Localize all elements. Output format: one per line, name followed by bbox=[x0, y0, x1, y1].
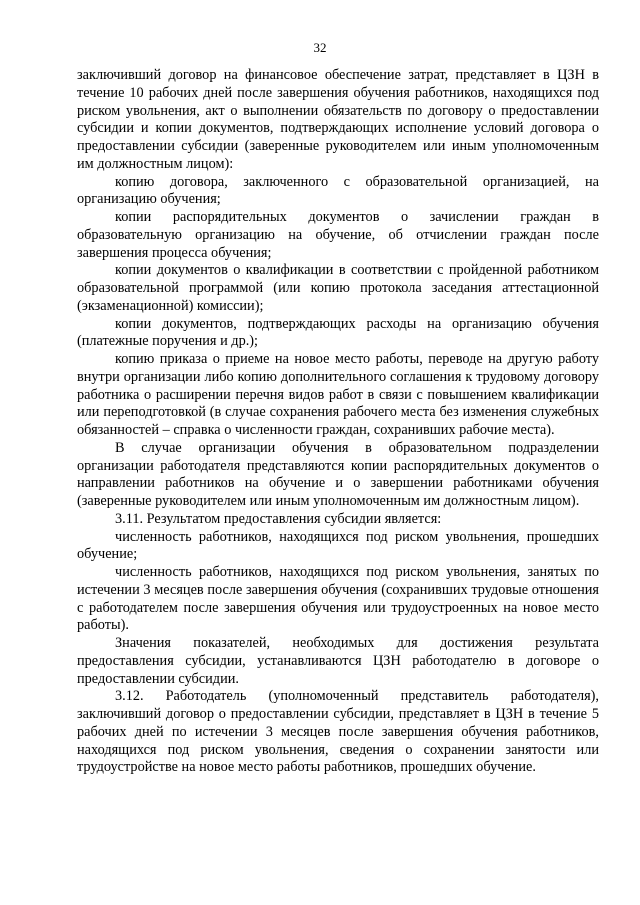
paragraph: заключивший договор на финансовое обеспечение затрат, представляет в ЦЗН в течение 10 рабочих дней после завершения обучения работников, находящихся под риском увольнения, акт о выполнении обязательств по договору о предоставлении субсидии и копии документов, подтверждающих исполнение условий договора о предоставлении субсидии (заверенные руководителем или иным уполномоченным им должностным лицом): bbox=[77, 67, 599, 172]
paragraph: численность работников, находящихся под риском увольнения, прошедших обучение; bbox=[77, 528, 599, 563]
section-3-12: 3.12. Работодатель (уполномоченный представитель работодателя), заключивший договор о предоставлении субсидии, представляет в ЦЗН в течение 5 рабочих дней по истечении 3 месяцев после завершения обучения работников, находящихся под риском увольнения, сведения о сохранении занятости или трудоустройстве на новое место работы работников, прошедших обучение. bbox=[77, 688, 599, 776]
paragraph: копии распорядительных документов о зачислении граждан в образовательную организацию на обучение, об отчислении граждан после завершения процесса обучения; bbox=[77, 209, 599, 261]
paragraph: копию договора, заключенного с образовательной организацией, на организацию обучения; bbox=[77, 173, 599, 208]
document-body bbox=[77, 67, 599, 777]
paragraph: Значения показателей, необходимых для достижения результата предоставления субсидии, устанавливаются ЦЗН работодателю в договоре о предоставлении субсидии. bbox=[77, 635, 599, 687]
paragraph: В случае организации обучения в образовательном подразделении организации работодателя представляются копии распорядительных документов о направлении работников на обучение и о завершении работниками обучения (заверенные руководителем или иным уполномоченным им должностным лицом). bbox=[77, 439, 599, 509]
paragraph: копию приказа о приеме на новое место работы, переводе на другую работу внутри организации либо копию дополнительного соглашения к трудовому договору работника о расширении перечня видов работ в связи с повышением квалификации или переподготовкой (в случае сохранения рабочего места без изменения служебных обязанностей – справка о численности граждан, сохранивших рабочие места). bbox=[77, 351, 599, 438]
paragraph: копии документов о квалификации в соответствии с пройденной работником образовательной программой (или копию протокола заседания аттестационной (экзаменационной) комиссии); bbox=[77, 262, 599, 314]
paragraph: копии документов, подтверждающих расходы на организацию обучения (платежные поручения и др.); bbox=[77, 315, 599, 350]
section-heading-3-11: 3.11. Результатом предоставления субсидии является: bbox=[115, 510, 442, 527]
page-number: 32 bbox=[313, 40, 327, 55]
paragraph: численность работников, находящихся под риском увольнения, занятых по истечении 3 месяцев после завершения обучения (сохранивших трудовые отношения с работодателем после завершения обучения или трудоустроенных на новое место работы). bbox=[77, 564, 599, 634]
